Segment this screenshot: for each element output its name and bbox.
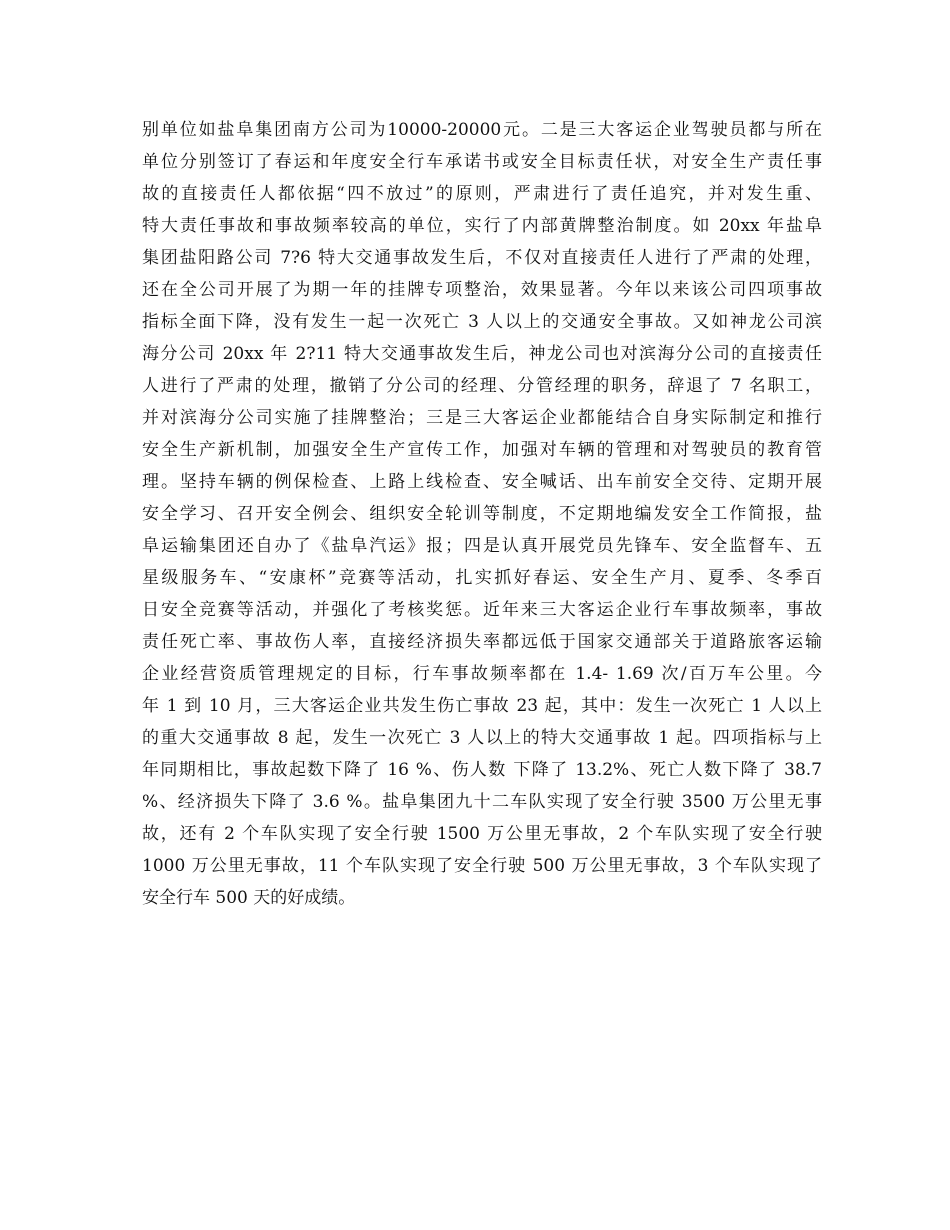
paragraph-line: 还在全公司开展了为期一年的挂牌专项整治，效果显著。今年以来该公司四项事故 <box>142 280 822 300</box>
paragraph-line: 阜运输集团还自办了《盐阜汽运》报；四是认真开展党员先锋车、安全监督车、五 <box>142 536 822 556</box>
paragraph-line: 安全学习、召开安全例会、组织安全轮训等制度，不定期地编发安全工作简报，盐 <box>142 504 822 524</box>
paragraph-line: 并对滨海分公司实施了挂牌整治；三是三大客运企业都能结合自身实际制定和推行 <box>142 408 822 428</box>
body-paragraph <box>142 114 822 914</box>
paragraph-line: 企业经营资质管理规定的目标，行车事故频率都在 1.4- 1.69 次/百万车公里。今 <box>142 664 822 684</box>
paragraph-line: 别单位如盐阜集团南方公司为10000-20000元。二是三大客运企业驾驶员都与所在 <box>142 120 822 140</box>
paragraph-line: 年 1 到 10 月，三大客运企业共发生伤亡事故 23 起，其中：发生一次死亡 1 人以上 <box>142 696 822 716</box>
paragraph-line: 安全生产新机制，加强安全生产宣传工作，加强对车辆的管理和对驾驶员的教育管 <box>142 440 822 460</box>
paragraph-line: 年同期相比，事故起数下降了 16 %、伤人数 下降了 13.2%、死亡人数下降了 38.7 <box>142 760 822 780</box>
paragraph-line: 集团盐阳路公司 7?6 特大交通事故发生后，不仅对直接责任人进行了严肃的处理， <box>142 248 822 268</box>
paragraph-line-last: 安全行车 500 天的好成绩。 <box>142 888 356 908</box>
paragraph-line: 故的直接责任人都依据“四不放过”的原则，严肃进行了责任追究，并对发生重、 <box>142 184 822 204</box>
paragraph-line: 人进行了严肃的处理，撤销了分公司的经理、分管经理的职务，辞退了 7 名职工， <box>142 376 822 396</box>
paragraph-line: 指标全面下降，没有发生一起一次死亡 3 人以上的交通安全事故。又如神龙公司滨 <box>142 312 822 332</box>
paragraph-line: 故，还有 2 个车队实现了安全行驶 1500 万公里无事故，2 个车队实现了安全行驶 <box>142 824 822 844</box>
paragraph-line: 责任死亡率、事故伤人率，直接经济损失率都远低于国家交通部关于道路旅客运输 <box>142 632 822 652</box>
paragraph-line: 日安全竞赛等活动，并强化了考核奖惩。近年来三大客运企业行车事故频率，事故 <box>142 600 822 620</box>
paragraph-line: 海分公司 20xx 年 2?11 特大交通事故发生后，神龙公司也对滨海分公司的直接责任 <box>142 344 822 364</box>
paragraph-line: 特大责任事故和事故频率较高的单位，实行了内部黄牌整治制度。如 20xx 年盐阜 <box>142 216 822 236</box>
paragraph-line: 理。坚持车辆的例保检查、上路上线检查、安全喊话、出车前安全交待、定期开展 <box>142 472 822 492</box>
paragraph-line: 的重大交通事故 8 起，发生一次死亡 3 人以上的特大交通事故 1 起。四项指标与上 <box>142 728 822 748</box>
paragraph-line: %、经济损失下降了 3.6 %。盐阜集团九十二车队实现了安全行驶 3500 万公里无事 <box>142 792 822 812</box>
paragraph-line: 星级服务车、“安康杯”竞赛等活动，扎实抓好春运、安全生产月、夏季、冬季百 <box>142 568 822 588</box>
paragraph-line: 单位分别签订了春运和年度安全行车承诺书或安全目标责任状，对安全生产责任事 <box>142 152 822 172</box>
paragraph-line: 1000 万公里无事故，11 个车队实现了安全行驶 500 万公里无事故，3 个车队实现了 <box>142 856 822 876</box>
